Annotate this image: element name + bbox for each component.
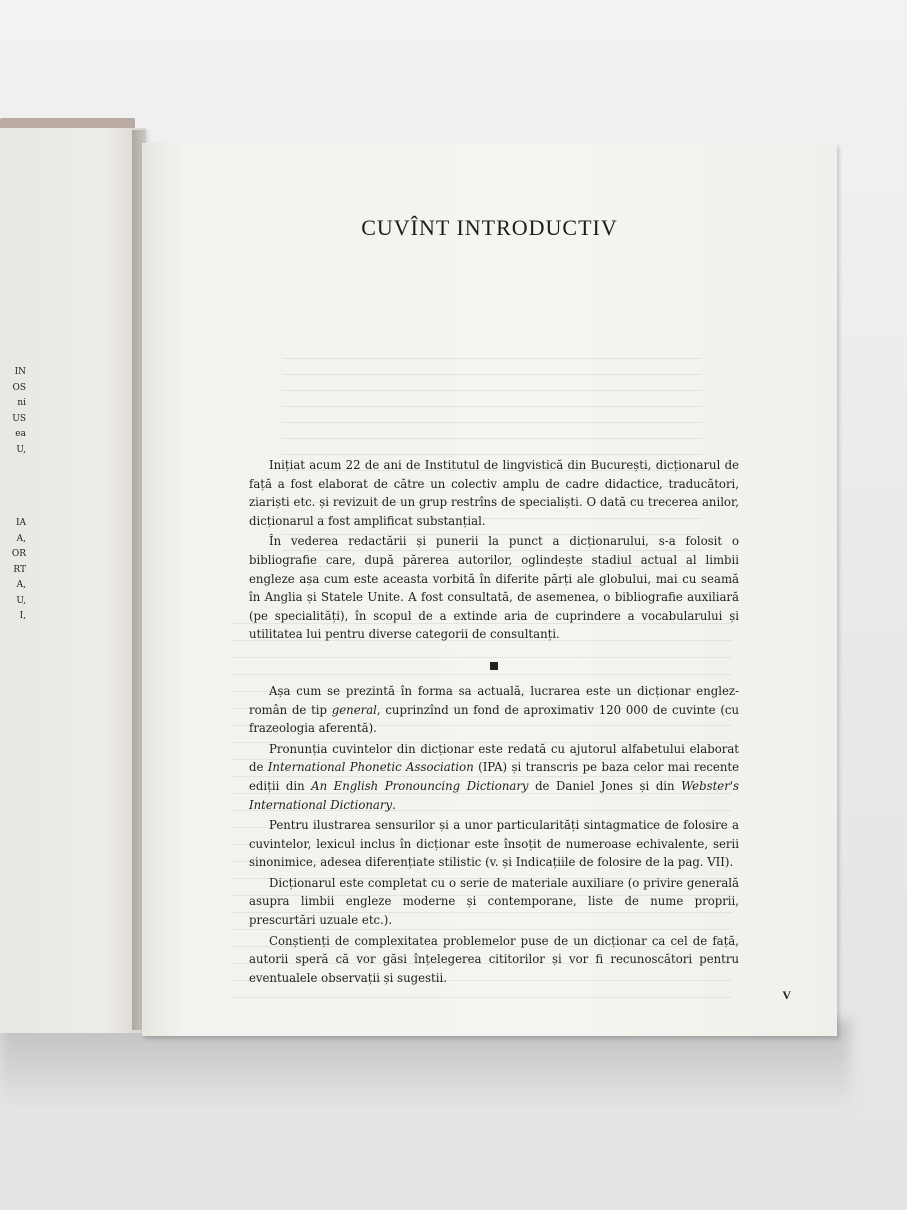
left-page-fragments-bottom (0, 516, 26, 625)
section-ornament (249, 657, 739, 667)
left-fragment: OS (12, 382, 26, 393)
left-fragment: U, (16, 595, 26, 606)
page-number: V (782, 988, 791, 1002)
italic-term: International Phonetic Association (267, 760, 474, 775)
left-fragment: I, (19, 611, 26, 621)
paragraph: În vederea redactării și punerii la punct a dicționarului, s-a folosit o bibliografie care, după părerea autorilor, oglindește stadiul actual al limbii engleze așa cum este aceasta vorbită în diferite părți ale globului, mai cu seamă în Anglia și Statele Unite. A fost consultată, de asemenea, o bibliografie auxiliară (pe specialități), în scopul de a extinde aria de cuprindere a vocabularului și utilitatea lui pentru diverse categorii de consultanți. (249, 534, 739, 642)
text-run: , cuprinzînd un fond de aproximativ 120 000 de cuvinte (cu frazeologia aferentă). (249, 702, 739, 736)
text-run: Așa cum se prezintă în forma sa actuală, lucrarea este un dicționar englez-român de tip (249, 683, 739, 717)
italic-term: Webster's International Dictionary (249, 778, 739, 812)
italic-term: An English Pronouncing Dictionary (311, 778, 529, 793)
left-page-fragments-top (0, 365, 26, 458)
left-fragment: ni (17, 398, 26, 408)
paragraph (249, 740, 739, 814)
paragraph: Dicționarul este completat cu o serie de materiale auxiliare (o privire generală asupra limbii engleze moderne și contemporane, liste de nume proprii, prescurtări uzuale etc.). (249, 875, 739, 928)
left-fragment: A, (16, 533, 26, 544)
square-ornament-icon (490, 662, 498, 670)
left-page (0, 128, 146, 1033)
left-fragment: US (12, 413, 26, 424)
paragraph: Conștienți de complexitatea problemelor puse de un dicționar ca cel de față, autorii speră că vor găsi înțelegerea cititorilor și vor fi recunoscători pentru eventualele observații și sugestii. (249, 933, 739, 985)
left-fragment: RT (13, 564, 26, 575)
left-fragment: U, (16, 444, 26, 455)
paragraph (249, 682, 739, 738)
left-fragment: ea (15, 429, 26, 439)
page-title: CUVÎNT INTRODUCTIV (361, 215, 618, 240)
paragraph: Inițiat acum 22 de ani de Institutul de lingvistică din București, dicționarul de față a fost elaborat de către un colectiv amplu de cadre didactice, traducători, ziariști etc. și revizuit de un grup restrîns de specialiști. O dată cu trecerea anilor, dicționarul a fost amplificat substanțial. (249, 458, 739, 528)
text-run: de Daniel Jones și din (528, 778, 682, 793)
text-run: (IPA) și transcris pe baza celor mai recente ediții din (249, 760, 739, 793)
paragraph: Pentru ilustrarea sensurilor și a unor particularități sintagmatice de folosire a cuvintelor, lexicul inclus în dicționar este însoțit de numeroase echivalente, serii sinonimice, adesea diferențiate stilistic (v. și Indicațiile de folosire de la pag. VII). (249, 818, 739, 870)
text-run: Pronunția cuvintelor din dicționar este redată cu ajutorul alfabetului elaborat de (249, 741, 739, 775)
introduction-body (249, 456, 739, 987)
text-run: . (392, 797, 396, 812)
italic-term: general (331, 702, 377, 717)
left-fragment: IA (15, 518, 26, 528)
right-page (142, 143, 837, 1036)
left-fragment: A, (16, 580, 26, 590)
left-fragment: IN (14, 367, 26, 377)
left-fragment: OR (11, 549, 26, 559)
